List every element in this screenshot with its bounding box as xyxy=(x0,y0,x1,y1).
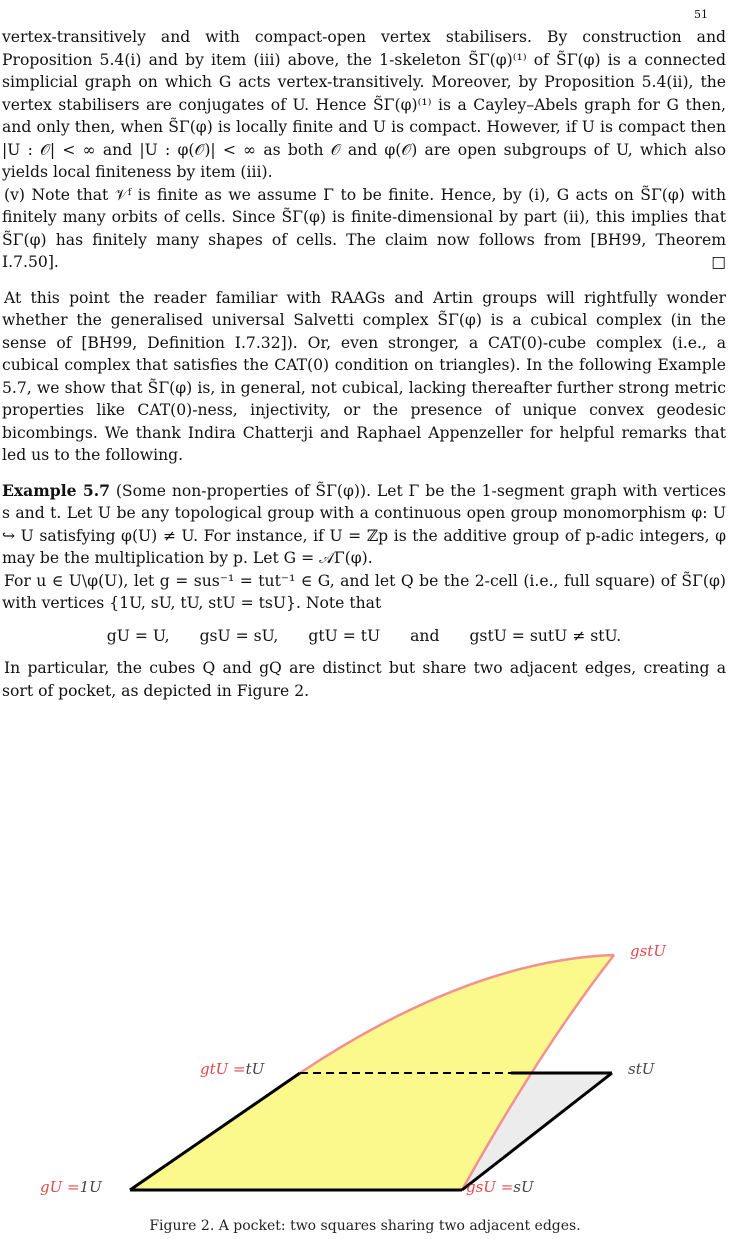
pocket-diagram xyxy=(0,850,730,1235)
paragraph-3: At this point the reader familiar with RAAGs and Artin groups will rightfully wonder whether the generalised universal Salvetti complex S̃Γ(φ) is a cubical complex (in the sense of [BH99, Definition I.7.32]). Or, even stronger, a CAT(0)-cube complex (i.e., a cubical complex that satisfies the CAT(0) condition on triangles). In the following Example 5.7, we show that S̃Γ(φ) is, in general, not cubical, lacking thereafter further strong metric properties like CAT(0)-ness, injectivity, or the presence of unique convex geodesic bicombings. We thank Indira Chatterji and Raphael Appenzeller for helpful remarks that led us to the following. xyxy=(2,288,726,464)
paragraph-1: vertex-transitively and with compact-open vertex stabilisers. By construction and Proposition 5.4(i) and by item (iii) above, the 1-skeleton S̃Γ(φ)⁽¹⁾ of S̃Γ(φ) is a connected simplicial graph on which G acts vertex-transitively. Moreover, by Proposition 5.4(ii), the vertex stabilisers are conjugates of U. Hence S̃Γ(φ)⁽¹⁾ is a Cayley–Abels graph for G then, and only then, when S̃Γ(φ) is locally finite and U is compact. However, if U is compact then |U : 𝒪| < ∞ and |U : φ(𝒪)| < ∞ as both 𝒪 and φ(𝒪) are open subgroups of U, which also yields local finiteness by item (iii). xyxy=(2,28,726,181)
label-stU: stU xyxy=(628,1060,655,1078)
paragraph-5: For u ∈ U\φ(U), let g = sus⁻¹ = tut⁻¹ ∈ G, and let Q be the 2-cell (i.e., full square) of S̃Γ(φ) with vertices {1U, sU, tU, stU = tsU}. Note that xyxy=(2,571,726,612)
page-body xyxy=(2,26,726,702)
label-gsU xyxy=(466,1178,534,1196)
example-label: Example 5.7 xyxy=(2,480,110,500)
equation-part-4: gstU = sutU ≠ stU. xyxy=(469,626,622,645)
label-tU: tU xyxy=(245,1060,265,1078)
example-text: (Some non-properties of S̃Γ(φ)). Let Γ be the 1-segment graph with vertices s and t. Let U be any topological group with a continuous open group monomorphism φ: U ↪ U satisfying φ(U) ≠ U. For instance, if U = ℤp is the additive group of p-adic integers, φ may be the multiplication by p. Let G = 𝒜Γ(φ). xyxy=(2,481,726,567)
label-gtU xyxy=(200,1060,264,1078)
label-gU-text: gU = xyxy=(40,1178,80,1196)
paragraph-6: In particular, the cubes Q and gQ are distinct but share two adjacent edges, creating a sort of pocket, as depicted in Figure 2. xyxy=(2,659,726,700)
label-1U: 1U xyxy=(79,1178,102,1196)
example-5-7 xyxy=(2,480,726,570)
figure-2 xyxy=(0,850,730,1235)
label-sU: sU xyxy=(513,1178,534,1196)
qed-symbol: □ xyxy=(711,253,726,271)
label-gtU-text: gtU = xyxy=(200,1060,246,1078)
equation-part-1: gU = U, xyxy=(106,626,170,645)
equation-and: and xyxy=(410,626,440,645)
display-equation xyxy=(2,625,726,648)
paragraph-2-text: (v) Note that 𝒱ᶠ is finite as we assume Γ to be finite. Hence, by (i), G acts on S̃Γ(φ) with finitely many orbits of cells. Since S̃Γ(φ) is finite-dimensional by part (ii), this implies that S̃Γ(φ) has finitely many shapes of cells. The claim now follows from [BH99, Theorem I.7.50]. xyxy=(2,185,726,271)
equation-part-2: gsU = sU, xyxy=(199,626,279,645)
paragraph-2 xyxy=(2,184,726,274)
equation-part-3: gtU = tU xyxy=(308,626,381,645)
label-gstU: gstU xyxy=(630,942,666,960)
page-number: 51 xyxy=(694,8,708,21)
label-gU xyxy=(40,1178,102,1196)
figure-caption: Figure 2. A pocket: two squares sharing two adjacent edges. xyxy=(149,1218,581,1234)
label-gsU-text: gsU = xyxy=(466,1178,514,1196)
